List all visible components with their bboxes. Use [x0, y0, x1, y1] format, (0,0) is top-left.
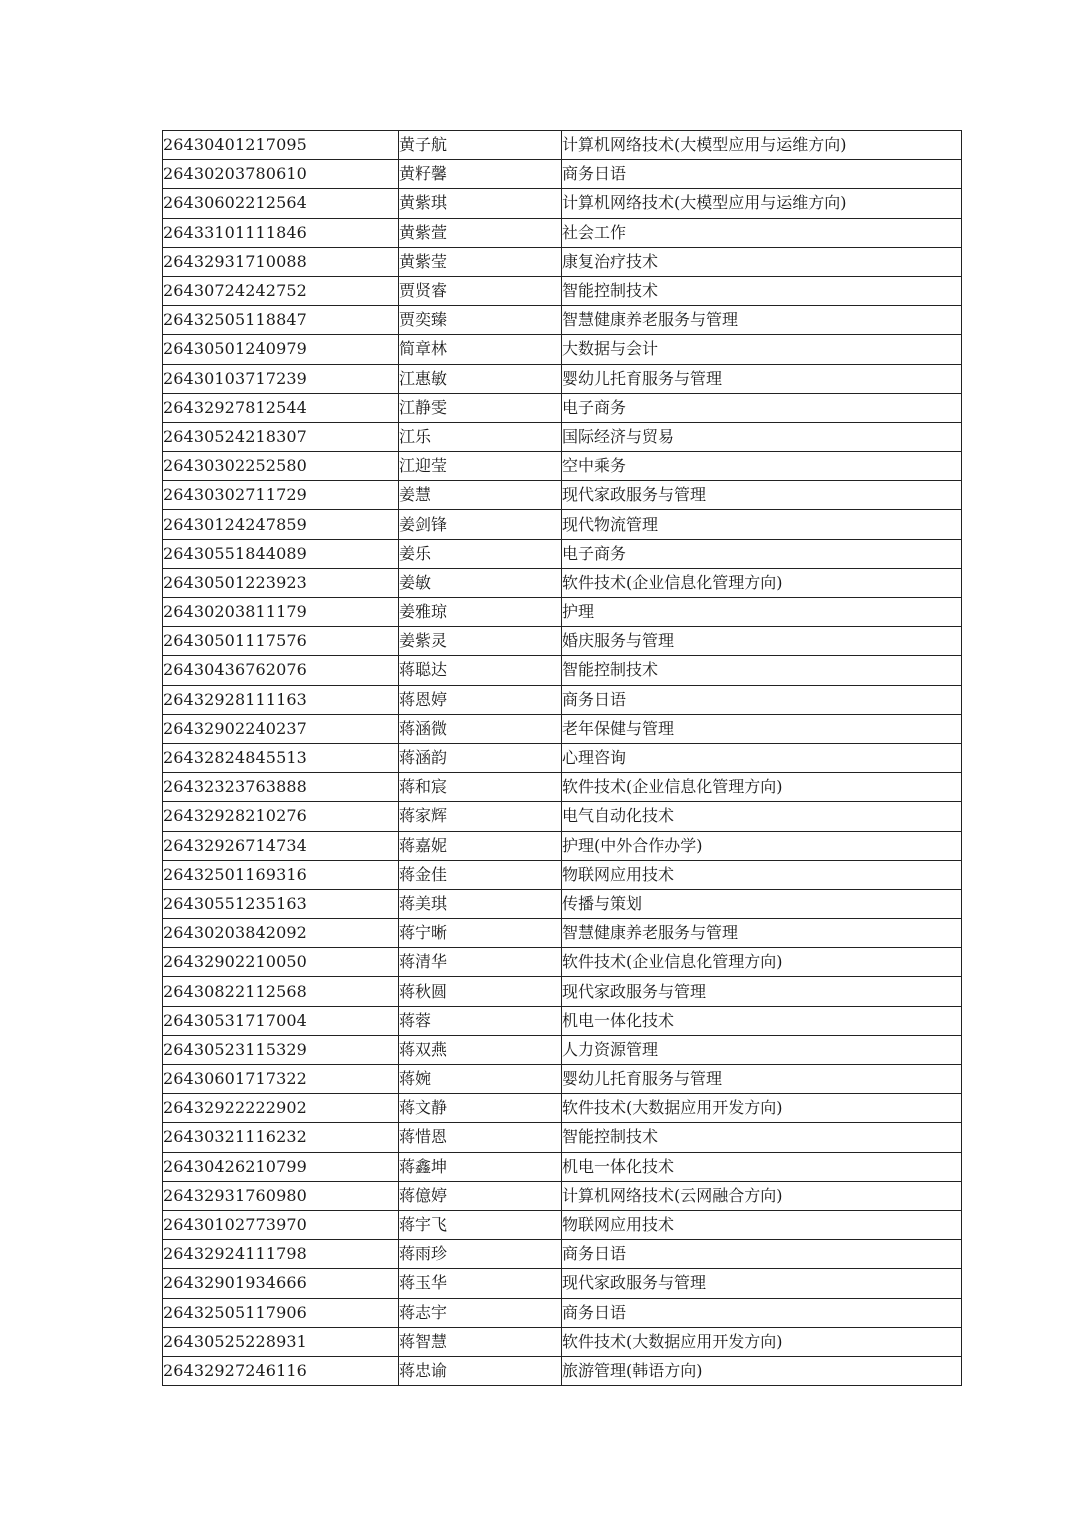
student-name-cell: 黄紫莹: [399, 247, 562, 276]
major-cell: 智慧健康养老服务与管理: [562, 306, 962, 335]
table-row: [163, 189, 962, 218]
table-row: [163, 422, 962, 451]
student-name-cell: 蒋美琪: [399, 889, 562, 918]
table-row: [163, 1123, 962, 1152]
student-name-cell: 蒋忠谕: [399, 1356, 562, 1385]
major-cell: 智能控制技术: [562, 656, 962, 685]
table-row: [163, 160, 962, 189]
table-row: [163, 568, 962, 597]
table-row: [163, 1240, 962, 1269]
table-row: [163, 714, 962, 743]
table-row: [163, 1094, 962, 1123]
candidate-id-cell: 26432926714734: [163, 831, 399, 860]
student-name-cell: 蒋億婷: [399, 1181, 562, 1210]
candidate-id-cell: 26430401217095: [163, 131, 399, 160]
table-row: [163, 218, 962, 247]
candidate-id-cell: 26432927246116: [163, 1356, 399, 1385]
student-name-cell: 蒋涵韵: [399, 743, 562, 772]
major-cell: 现代家政服务与管理: [562, 481, 962, 510]
candidate-id-cell: 26430501117576: [163, 627, 399, 656]
table-row: [163, 860, 962, 889]
major-cell: 现代家政服务与管理: [562, 977, 962, 1006]
candidate-id-cell: 26430102773970: [163, 1210, 399, 1239]
student-name-cell: 蒋家辉: [399, 802, 562, 831]
table-row: [163, 1298, 962, 1327]
student-name-cell: 贾贤睿: [399, 276, 562, 305]
student-name-cell: 黄子航: [399, 131, 562, 160]
table-row: [163, 656, 962, 685]
student-name-cell: 姜敏: [399, 568, 562, 597]
student-name-cell: 江迎莹: [399, 452, 562, 481]
candidate-id-cell: 26430426210799: [163, 1152, 399, 1181]
major-cell: 商务日语: [562, 160, 962, 189]
table-row: [163, 889, 962, 918]
table-row: [163, 452, 962, 481]
major-cell: 软件技术(大数据应用开发方向): [562, 1094, 962, 1123]
major-cell: 物联网应用技术: [562, 860, 962, 889]
student-name-cell: 蒋和宸: [399, 773, 562, 802]
student-name-cell: 蒋嘉妮: [399, 831, 562, 860]
major-cell: 护理(中外合作办学): [562, 831, 962, 860]
student-name-cell: 黄紫萱: [399, 218, 562, 247]
table-row: [163, 247, 962, 276]
major-cell: 计算机网络技术(大模型应用与运维方向): [562, 189, 962, 218]
student-name-cell: 姜剑锋: [399, 510, 562, 539]
student-name-cell: 蒋清华: [399, 948, 562, 977]
student-name-cell: 蒋蓉: [399, 1006, 562, 1035]
table-row: [163, 1269, 962, 1298]
admission-table: [162, 130, 962, 1386]
student-name-cell: 蒋宇飞: [399, 1210, 562, 1239]
major-cell: 现代物流管理: [562, 510, 962, 539]
candidate-id-cell: 26432501169316: [163, 860, 399, 889]
student-name-cell: 姜慧: [399, 481, 562, 510]
table-row: [163, 306, 962, 335]
major-cell: 康复治疗技术: [562, 247, 962, 276]
candidate-id-cell: 26430524218307: [163, 422, 399, 451]
major-cell: 商务日语: [562, 1240, 962, 1269]
table-row: [163, 1035, 962, 1064]
major-cell: 人力资源管理: [562, 1035, 962, 1064]
student-name-cell: 蒋雨珍: [399, 1240, 562, 1269]
candidate-id-cell: 26430302711729: [163, 481, 399, 510]
candidate-id-cell: 26430602212564: [163, 189, 399, 218]
candidate-id-cell: 26430523115329: [163, 1035, 399, 1064]
student-name-cell: 蒋秋圆: [399, 977, 562, 1006]
student-name-cell: 贾奕臻: [399, 306, 562, 335]
table-row: [163, 510, 962, 539]
candidate-id-cell: 26430302252580: [163, 452, 399, 481]
candidate-id-cell: 26432924111798: [163, 1240, 399, 1269]
major-cell: 计算机网络技术(大模型应用与运维方向): [562, 131, 962, 160]
table-row: [163, 831, 962, 860]
major-cell: 大数据与会计: [562, 335, 962, 364]
student-name-cell: 蒋玉华: [399, 1269, 562, 1298]
candidate-id-cell: 26430103717239: [163, 364, 399, 393]
table-row: [163, 481, 962, 510]
candidate-id-cell: 26432928111163: [163, 685, 399, 714]
candidate-id-cell: 26430724242752: [163, 276, 399, 305]
major-cell: 软件技术(企业信息化管理方向): [562, 773, 962, 802]
candidate-id-cell: 26430822112568: [163, 977, 399, 1006]
table-row: [163, 1356, 962, 1385]
candidate-id-cell: 26432323763888: [163, 773, 399, 802]
student-name-cell: 黄籽馨: [399, 160, 562, 189]
major-cell: 软件技术(大数据应用开发方向): [562, 1327, 962, 1356]
student-name-cell: 蒋金佳: [399, 860, 562, 889]
major-cell: 心理咨询: [562, 743, 962, 772]
table-row: [163, 1152, 962, 1181]
major-cell: 软件技术(企业信息化管理方向): [562, 948, 962, 977]
student-name-cell: 江静雯: [399, 393, 562, 422]
major-cell: 国际经济与贸易: [562, 422, 962, 451]
candidate-id-cell: 26433101111846: [163, 218, 399, 247]
major-cell: 机电一体化技术: [562, 1006, 962, 1035]
table-row: [163, 393, 962, 422]
student-name-cell: 蒋聪达: [399, 656, 562, 685]
student-name-cell: 江惠敏: [399, 364, 562, 393]
major-cell: 电子商务: [562, 539, 962, 568]
candidate-id-cell: 26430321116232: [163, 1123, 399, 1152]
table-row: [163, 1181, 962, 1210]
major-cell: 传播与策划: [562, 889, 962, 918]
candidate-id-cell: 26432824845513: [163, 743, 399, 772]
major-cell: 婚庆服务与管理: [562, 627, 962, 656]
table-row: [163, 1065, 962, 1094]
candidate-id-cell: 26432931760980: [163, 1181, 399, 1210]
student-name-cell: 黄紫琪: [399, 189, 562, 218]
table-row: [163, 977, 962, 1006]
table-row: [163, 598, 962, 627]
candidate-id-cell: 26432505118847: [163, 306, 399, 335]
candidate-id-cell: 26432927812544: [163, 393, 399, 422]
student-name-cell: 蒋婉: [399, 1065, 562, 1094]
candidate-id-cell: 26432931710088: [163, 247, 399, 276]
candidate-id-cell: 26430436762076: [163, 656, 399, 685]
admission-table-body: [163, 131, 962, 1386]
table-row: [163, 773, 962, 802]
table-row: [163, 1327, 962, 1356]
student-name-cell: 简章林: [399, 335, 562, 364]
student-name-cell: 蒋宁晰: [399, 919, 562, 948]
student-name-cell: 蒋涵微: [399, 714, 562, 743]
major-cell: 智慧健康养老服务与管理: [562, 919, 962, 948]
table-row: [163, 802, 962, 831]
candidate-id-cell: 26430551235163: [163, 889, 399, 918]
student-name-cell: 蒋双燕: [399, 1035, 562, 1064]
major-cell: 电气自动化技术: [562, 802, 962, 831]
table-row: [163, 131, 962, 160]
table-row: [163, 276, 962, 305]
table-row: [163, 1210, 962, 1239]
candidate-id-cell: 26432505117906: [163, 1298, 399, 1327]
major-cell: 护理: [562, 598, 962, 627]
major-cell: 软件技术(企业信息化管理方向): [562, 568, 962, 597]
candidate-id-cell: 26430501240979: [163, 335, 399, 364]
table-row: [163, 948, 962, 977]
major-cell: 电子商务: [562, 393, 962, 422]
candidate-id-cell: 26432901934666: [163, 1269, 399, 1298]
candidate-id-cell: 26432928210276: [163, 802, 399, 831]
candidate-id-cell: 26430203811179: [163, 598, 399, 627]
table-row: [163, 335, 962, 364]
table-row: [163, 627, 962, 656]
major-cell: 计算机网络技术(云网融合方向): [562, 1181, 962, 1210]
major-cell: 商务日语: [562, 685, 962, 714]
major-cell: 婴幼儿托育服务与管理: [562, 1065, 962, 1094]
student-name-cell: 江乐: [399, 422, 562, 451]
table-row: [163, 539, 962, 568]
table-row: [163, 1006, 962, 1035]
student-name-cell: 姜紫灵: [399, 627, 562, 656]
candidate-id-cell: 26430501223923: [163, 568, 399, 597]
major-cell: 智能控制技术: [562, 1123, 962, 1152]
major-cell: 机电一体化技术: [562, 1152, 962, 1181]
candidate-id-cell: 26430525228931: [163, 1327, 399, 1356]
major-cell: 智能控制技术: [562, 276, 962, 305]
table-row: [163, 685, 962, 714]
candidate-id-cell: 26430531717004: [163, 1006, 399, 1035]
major-cell: 商务日语: [562, 1298, 962, 1327]
major-cell: 现代家政服务与管理: [562, 1269, 962, 1298]
candidate-id-cell: 26430203842092: [163, 919, 399, 948]
table-row: [163, 364, 962, 393]
student-name-cell: 蒋文静: [399, 1094, 562, 1123]
student-name-cell: 姜乐: [399, 539, 562, 568]
student-name-cell: 蒋志宇: [399, 1298, 562, 1327]
student-name-cell: 蒋恩婷: [399, 685, 562, 714]
table-row: [163, 743, 962, 772]
candidate-id-cell: 26432902210050: [163, 948, 399, 977]
student-name-cell: 蒋鑫坤: [399, 1152, 562, 1181]
student-name-cell: 蒋惜恩: [399, 1123, 562, 1152]
table-row: [163, 919, 962, 948]
student-name-cell: 姜雅琼: [399, 598, 562, 627]
candidate-id-cell: 26432902240237: [163, 714, 399, 743]
student-name-cell: 蒋智慧: [399, 1327, 562, 1356]
major-cell: 老年保健与管理: [562, 714, 962, 743]
candidate-id-cell: 26430203780610: [163, 160, 399, 189]
major-cell: 空中乘务: [562, 452, 962, 481]
major-cell: 旅游管理(韩语方向): [562, 1356, 962, 1385]
major-cell: 物联网应用技术: [562, 1210, 962, 1239]
major-cell: 社会工作: [562, 218, 962, 247]
candidate-id-cell: 26432922222902: [163, 1094, 399, 1123]
candidate-id-cell: 26430124247859: [163, 510, 399, 539]
major-cell: 婴幼儿托育服务与管理: [562, 364, 962, 393]
candidate-id-cell: 26430551844089: [163, 539, 399, 568]
candidate-id-cell: 26430601717322: [163, 1065, 399, 1094]
